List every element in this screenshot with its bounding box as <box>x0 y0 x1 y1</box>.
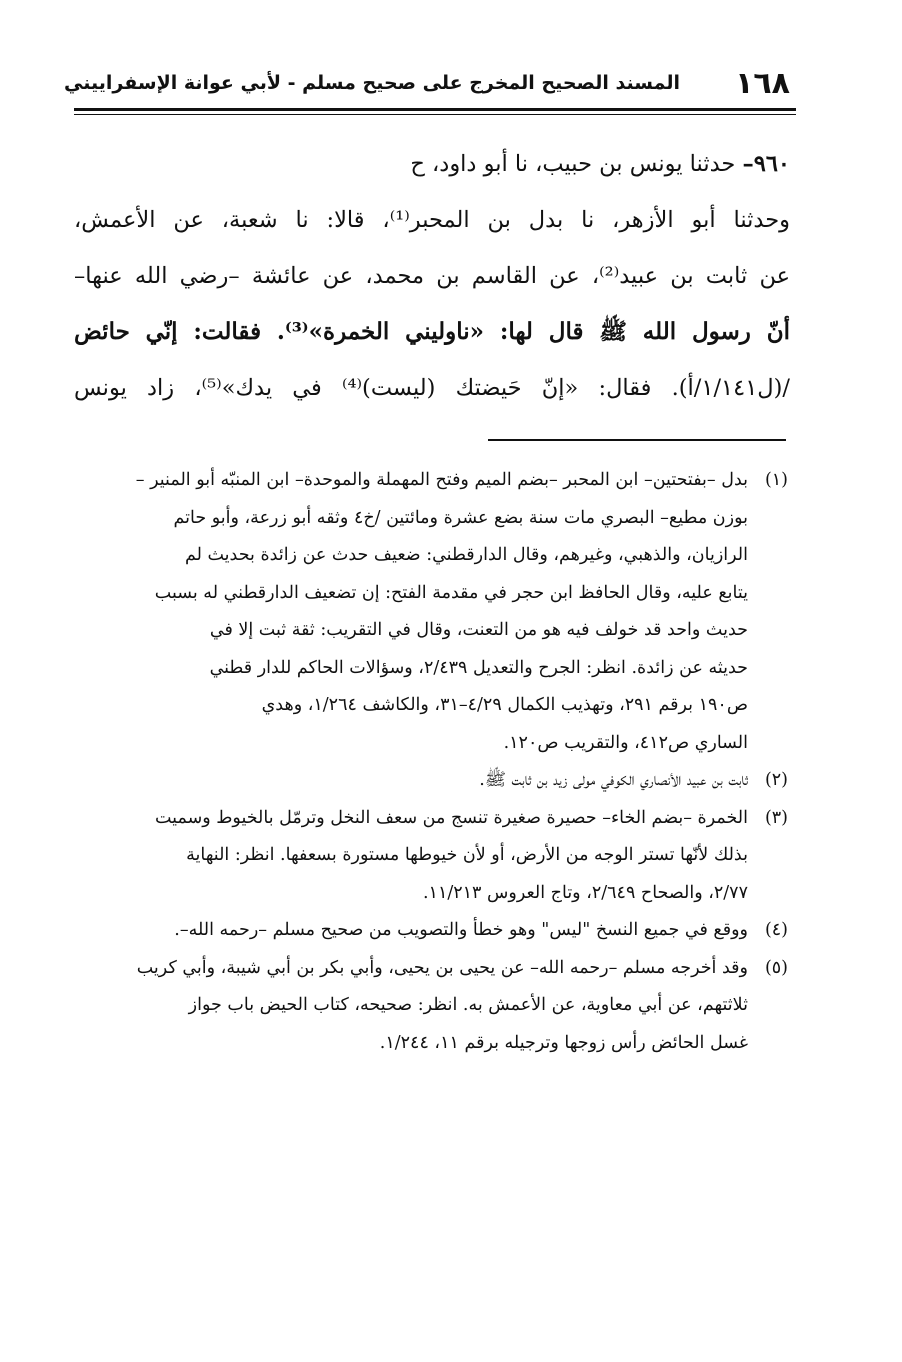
footnote-separator <box>488 439 786 441</box>
footnote-line: ثلاثتهم، عن أبي معاوية، عن الأعمش به. انظر: صحيحه، كتاب الحيض باب جواز <box>188 995 748 1015</box>
footnote-line: حديثه عن زائدة. انظر: الجرح والتعديل ٢/٤٣٩، وسؤالات الحاكم للدار قطني <box>209 657 748 678</box>
footnote-3 <box>80 800 788 913</box>
main-text <box>74 136 790 416</box>
footnote-line: غسل الحائض رأس زوجها وترجيله برقم ١١، ١/٢٤٤. <box>379 1032 748 1053</box>
footnote-2 <box>80 762 788 800</box>
page-number: ١٦٨ <box>735 66 790 101</box>
footnote-number: (٢) <box>764 770 788 790</box>
footnote-line: بدل –بفتحتين– ابن المحبر –بضم الميم وفتح المهملة والموحدة– ابن المنبّه أبو المنير – <box>135 470 748 490</box>
footnote-5 <box>80 950 788 1063</box>
footnote-number: (٤) <box>764 920 788 940</box>
footnote-line: ص١٩٠ برقم ٢٩١، وتهذيب الكمال ٤/٢٩–٣١، والكاشف ١/٢٦٤، وهدي <box>261 695 748 715</box>
footnote-line: بذلك لأنّها تستر الوجه من الأرض، أو لأن خيوطها مستورة بسعفها. انظر: النهاية <box>186 845 748 865</box>
footnote-4 <box>80 912 788 950</box>
header-rule-thin <box>74 114 796 115</box>
footnote-line: حديث واحد قد خولف فيه هو من التعنت، وقال في التقريب: ثقة ثبت إلا في <box>209 620 748 640</box>
header-rule-thick <box>74 108 796 111</box>
footnote-line: الساري ص٤١٢، والتقريب ص١٢٠. <box>503 732 748 753</box>
main-line-text: حدثنا يونس بن حبيب، نا أبو داود، ح <box>410 151 736 177</box>
running-title: المسند الصحيح المخرج على صحيح مسلم - لأبي عوانة الإسفراييني <box>64 72 680 94</box>
footnote-number: (٣) <box>764 807 788 828</box>
main-line-3: عن ثابت بن عبيد⁽²⁾، عن القاسم بن محمد، عن عائشة –رضي الله عنها– <box>74 263 790 289</box>
main-line-4: أنّ رسول الله ﷺ قال لها: «ناوليني الخمرة»⁽³⁾. فقالت: إنّي حائض <box>74 318 790 345</box>
footnote-1 <box>80 462 788 762</box>
main-line-5: /(ل١/١٤١/أ). فقال: «إنّ حَيضتك (ليست)⁽⁴⁾ في يدك»⁽⁵⁾، زاد يونس <box>74 375 790 401</box>
footnote-line: ثابت بن عبيد الأنصاري الكوفي مولى زيد بن ثابت ﷺ. <box>479 770 748 790</box>
footnotes <box>80 462 788 1062</box>
footnote-line: وقد أخرجه مسلم –رحمه الله– عن يحيى بن يحيى، وأبي بكر بن أبي شيبة، وأبي كريب <box>136 957 748 978</box>
main-line-1 <box>74 136 790 192</box>
footnote-line: يتابع عليه، وقال الحافظ ابن حجر في مقدمة الفتح: إن تضعيف الدارقطني له بسبب <box>154 582 748 603</box>
running-header <box>64 62 796 108</box>
hadith-number: ٩٦٠– <box>742 151 790 177</box>
footnote-number: (١) <box>764 470 788 490</box>
main-line-2: وحدثنا أبو الأزهر، نا بدل بن المحبر⁽¹⁾، قالا: نا شعبة، عن الأعمش، <box>74 207 790 233</box>
footnote-line: الرازيان، والذهبي، وغيرهم، وقال الدارقطني: ضعيف حدث عن زائدة بحديث لم <box>184 545 748 565</box>
footnote-line: الخمرة –بضم الخاء– حصيرة صغيرة تنسج من سعف النخل وترمّل بالخيوط وسميت <box>154 807 748 828</box>
footnote-line: بوزن مطيع– البصري مات سنة بضع عشرة ومائتين /خ٤ وثقه أبو زرعة، وأبو حاتم <box>173 507 748 528</box>
footnote-line: ووقع في جميع النسخ "ليس" وهو خطأ والتصويب من صحيح مسلم –رحمه الله–. <box>174 920 748 940</box>
footnote-line: ٢/٧٧، والصحاح ٢/٦٤٩، وتاج العروس ١١/٢١٣. <box>422 882 748 903</box>
footnote-number: (٥) <box>764 957 788 978</box>
